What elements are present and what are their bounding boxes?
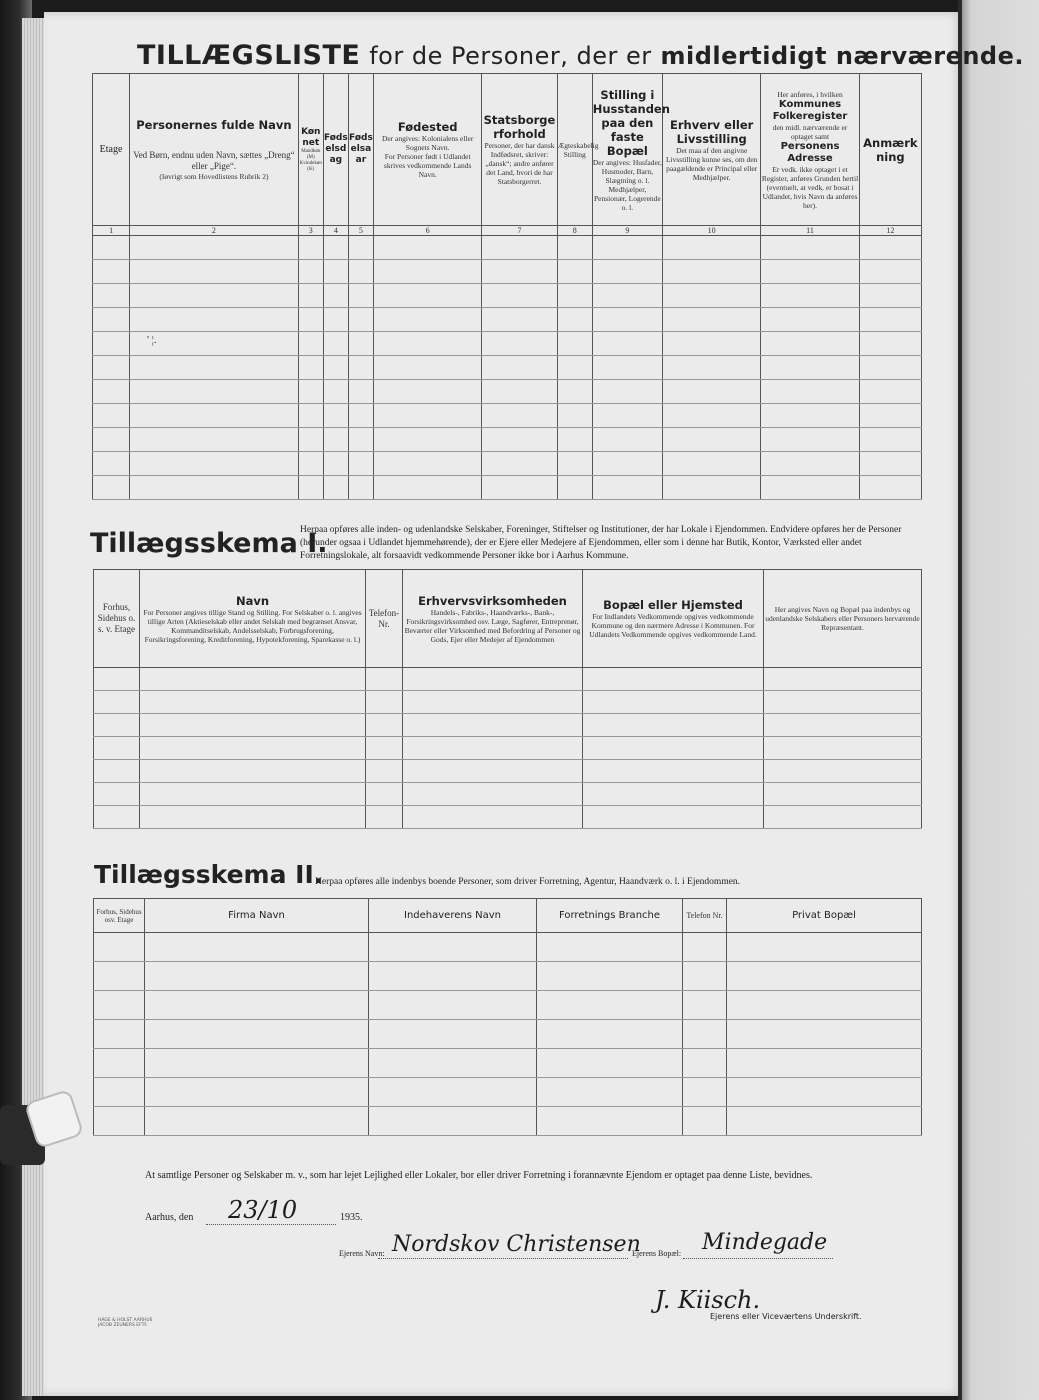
column-numbers: 1 2 3 4 5 6 7 8 9 10 11 12 xyxy=(93,226,922,236)
skema1-col-repraesentant: Her angives Navn og Bopæl paa indenbys og udenlandske Selskabers eller Personers herværende Repræsentant. xyxy=(764,570,922,668)
col-statsborger: Statsborgerforhold Personer, der har dansk Indfødsret, skriver: „dansk“; andre anfører det Land, hvori de har Statsborgerret. xyxy=(482,74,557,226)
skema2-title: Tillægsskema II. xyxy=(94,860,324,889)
table-row xyxy=(94,1020,922,1049)
table-row xyxy=(94,714,922,737)
skema1-col-telefon: Telefon-Nr. xyxy=(366,570,403,668)
skema2-col-branche: Forretnings Branche xyxy=(537,899,683,933)
table-row xyxy=(93,428,922,452)
table-row xyxy=(93,452,922,476)
tillaegsliste-table xyxy=(92,73,922,500)
binder-clip xyxy=(0,1095,80,1170)
table-row xyxy=(94,760,922,783)
skema1-title: Tillægsskema I. xyxy=(90,528,328,559)
skema1-col-erhverv: Erhvervsvirksomheden Handels-, Fabriks-, Haandværks-, Bank-, Forsikringsvirksomhed osv. Læge, Sagfører, Entreprenør, Beværter eller Virksomhed med Befordring af Personer og Gods, Ejer eller Medejer af Ejendommen xyxy=(403,570,583,668)
col-aegteskab: Ægteskabelig Stilling xyxy=(557,74,592,226)
stray-mark: ' ¦. xyxy=(147,334,157,346)
table-row xyxy=(94,783,922,806)
col-anmaerkning: Anmærkning xyxy=(859,74,921,226)
col-navn: Personernes fulde Navn Ved Børn, endnu uden Navn, sættes „Dreng“ eller „Pige“. (Iøvrigt som Hovedlistens Rubrik 2) xyxy=(130,74,299,226)
owner-address-line xyxy=(683,1258,833,1259)
table-row xyxy=(94,737,922,760)
table-row xyxy=(93,332,922,356)
declaration-text: At samtlige Personer og Selskaber m. v., som har lejet Lejlighed eller Lokaler, bor eller driver Forretning i forannævnte Ejendom er optaget paa denne Liste, bevidnes. xyxy=(145,1170,813,1181)
col-foedselsaar: Fødselsaar xyxy=(348,74,373,226)
printer-mark: HAGE & HOLST AARHUS JACOB ZEUNERS EFTF. xyxy=(98,1318,153,1328)
facing-page xyxy=(962,0,1039,1400)
skema2-description: Herpaa opføres alle indenbys boende Personer, som driver Forretning, Agentur, Haandværk o. l. i Ejendommen. xyxy=(315,877,741,887)
col-folkeregister: Her anføres, i hvilken Kommunes Folkeregister den midl. nærværende er optaget samt Personens Adresse Er vedk. ikke optaget i et Register, anføres Grunden hertil (eventuelt, at vedk. er bosat i Udlandet, hvis Navn da anføres her). xyxy=(761,74,859,226)
table-row xyxy=(94,691,922,714)
owner-name-line xyxy=(378,1258,628,1259)
signature-handwritten: J. Kiisch. xyxy=(655,1286,761,1314)
table-row xyxy=(93,308,922,332)
table-row xyxy=(93,260,922,284)
table-row xyxy=(93,404,922,428)
skema1-col-etage: Forhus, Sidehus o. s. v. Etage xyxy=(94,570,140,668)
owner-address-label: Ejerens Bopæl: xyxy=(632,1249,682,1258)
skema1-col-navn: Navn For Personer angives tillige Stand og Stilling. For Selskaber o. l. angives tillige Arten (Aktieselskab eller andet Selskab med begrænset Ansvar, Kommanditselskab, Andelsselskab, Forbrugsforening, Forsikringsforening, Kreditforening, Hypotekforening, Sparekasse o. l.) xyxy=(140,570,366,668)
table-row xyxy=(93,380,922,404)
skema1-col-bopael: Bopæl eller Hjemsted For Indlandets Vedkommende opgives vedkommende Kommune og den nærmere Adresse i Kommunen. For Udlandets Vedkommende opgives vedkommende Land. xyxy=(583,570,764,668)
col-etage: Etage xyxy=(93,74,130,226)
skema1-table xyxy=(93,569,922,829)
table-row xyxy=(93,236,922,260)
table-row xyxy=(93,356,922,380)
table-row xyxy=(94,991,922,1020)
table-row xyxy=(94,1049,922,1078)
table-row xyxy=(94,1078,922,1107)
date-handwritten: 23/10 xyxy=(228,1196,298,1224)
skema2-col-indehaver: Indehaverens Navn xyxy=(369,899,537,933)
table-row xyxy=(94,933,922,962)
owner-name-label: Ejerens Navn: xyxy=(339,1249,385,1258)
owner-address-handwritten: Mindegade xyxy=(702,1230,828,1255)
place-label: Aarhus, den xyxy=(145,1212,194,1223)
table-row xyxy=(94,962,922,991)
col-stilling: Stilling i Husstanden paa den faste Bopæl Der angives: Husfader, Husmoder, Barn, Slægtning o. l. Medhjælper, Pensionær, Logerende o. l. xyxy=(592,74,662,226)
year-label: 1935. xyxy=(340,1212,363,1223)
skema2-col-bopael: Privat Bopæl xyxy=(727,899,922,933)
signature-label: Ejerens eller Viceværtens Underskrift. xyxy=(710,1312,862,1321)
col-koen: Kønnet Mandkøn (M) Kvindekøn (K) xyxy=(298,74,323,226)
col-erhverv: Erhverv eller Livsstilling Det maa af den angivne Livsstilling kunne ses, om den paagældende er Principal eller Medhjælper. xyxy=(663,74,761,226)
date-line xyxy=(206,1224,336,1225)
skema2-col-telefon: Telefon Nr. xyxy=(683,899,727,933)
col-foedselsdag: Fødselsdag xyxy=(323,74,348,226)
skema2-col-etage: Forhus, Sidehus osv. Etage xyxy=(94,899,145,933)
page-title: TILLÆGSLISTE for de Personer, der er midlertidigt nærværende. xyxy=(137,40,1025,71)
table-row xyxy=(94,668,922,691)
table-row xyxy=(93,476,922,500)
owner-name-handwritten: Nordskov Christensen xyxy=(392,1232,641,1257)
skema1-description: Herpaa opføres alle inden- og udenlandske Selskaber, Foreninger, Stiftelser og Institutioner, der har Lokale i Ejendommen. Endvidere opføres her de Personer (herunder ogsaa i Udlandet hjemmehørende), der er Ejere eller Medejere af Ejendommen, eller som i denne har Butik, Kontor, Værksted eller andet Forretningslokale, alt forsaavidt vedkommende Personer ikke bor i Aarhus Kommune. xyxy=(300,525,902,561)
table-row xyxy=(94,1107,922,1136)
table-row xyxy=(94,806,922,829)
col-foedested: Fødested Der angives: Kolonialens eller Sognets Navn. For Personer født i Udlandet skrives vedkommende Lands Navn. xyxy=(373,74,481,226)
skema2-col-firma: Firma Navn xyxy=(145,899,369,933)
table-row xyxy=(93,284,922,308)
skema2-table xyxy=(93,898,922,1136)
